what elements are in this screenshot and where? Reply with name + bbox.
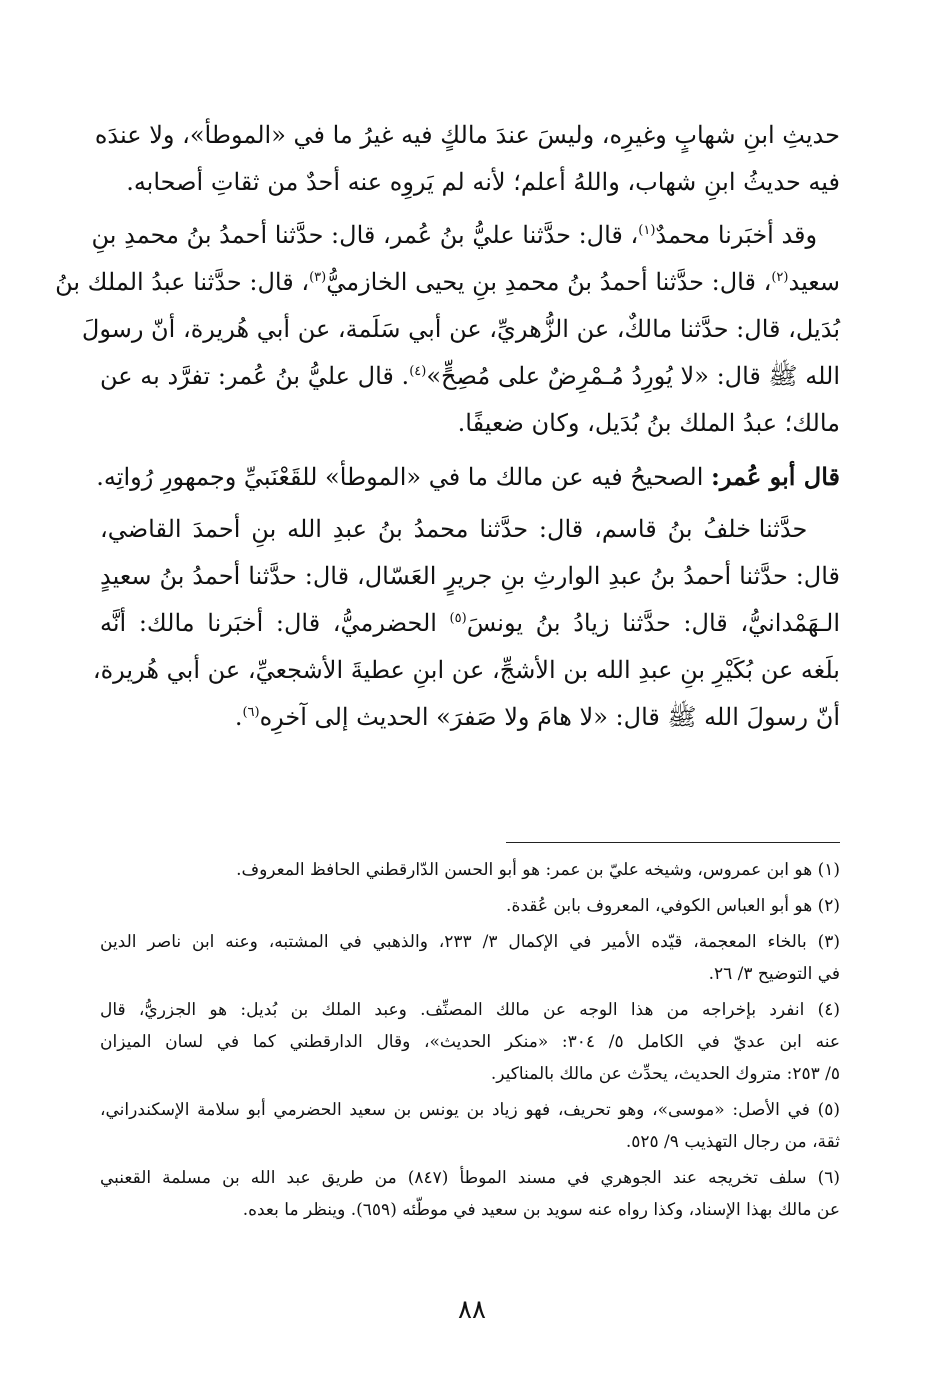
- text-line: قال: حدَّثنا أحمدُ بنُ عبدِ الوارثِ بنِ جريرٍ العَسّال، قال: حدَّثنا أحمدُ بنُ سعيدٍ: [100, 562, 840, 590]
- text-line: حديثِ ابنِ شهابٍ وغيرِه، وليسَ عندَ مالكٍ فيه غيرُ ما في «الموطأ»، ولا عندَه: [94, 121, 840, 149]
- text-line: مالك؛ عبدُ الملك بنُ بُدَيل، وكان ضعيفًا.: [457, 409, 840, 437]
- footnote-line: (٢) هو أبو العباس الكوفي، المعروف بابن عُقدة.: [506, 896, 840, 916]
- footnotes: [100, 854, 840, 1226]
- footnote-line: (١) هو ابن عمروس، وشيخه عليّ بن عمر: هو أبو الحسن الدّارقطني الحافظ المعروف.: [236, 860, 840, 880]
- text-line: بُدَيل، قال: حدَّثنا مالكٌ، عن الزُّهريِّ، عن أبي سَلَمة، عن أبي هُريرة، أنّ رسولَ: [81, 315, 840, 343]
- text-line: سعيد$^{(٢)}$، قال: حدَّثنا أحمدُ بنُ محمدِ بنِ يحيى الخازميُّ$^{(٣)}$، قال: حدَّثنا عبدُ الملك بنُ: [55, 268, 840, 296]
- footnote-line: (٣) بالخاء المعجمة، قيّده الأمير في الإكمال ٣/ ٢٣٣، والذهبي في المشتبه، وعنه ابن ناصر الدين: [100, 932, 840, 952]
- footnote-line: ٥/ ٢٥٣: متروك الحديث، يحدِّث عن مالك بالمناكير.: [490, 1064, 840, 1084]
- footnote-ref: (٣): [309, 270, 327, 285]
- main-text: [55, 112, 841, 741]
- text-line: حدَّثنا خلفُ بنُ قاسم، قال: حدَّثنا محمدُ بنُ عبدِ الله بنِ أحمدَ القاضي،: [100, 515, 808, 543]
- footnote-line: في التوضيح ٣/ ٢٦.: [708, 964, 840, 984]
- footnote-ref: (٥): [449, 611, 467, 626]
- footnote-ref: (٢): [771, 270, 789, 285]
- footnote-line: (٦) سلف تخريجه عند الجوهري في مسند الموطأ (٨٤٧) من طريق عبد الله بن مسلمة القعنبي: [100, 1168, 840, 1188]
- footnote-line: عنه ابن عديّ في الكامل ٥/ ٣٠٤: «منكر الحديث»، وقال الدارقطني كما في لسان الميزان: [100, 1032, 840, 1052]
- text-line: الـهَمْدانيُّ، قال: حدَّثنا زيادُ بنُ يونسَ$^{(٥)}$ الحضرميُّ، قال: أخبَرنا مالك: أنَّه: [100, 609, 840, 637]
- footnote-ref: (٤): [409, 364, 427, 379]
- page-number: ٨٨: [458, 1295, 486, 1325]
- text-line: وقد أخبَرنا محمدٌ$^{(١)}$، قال: حدَّثنا عليُّ بنُ عُمر، قال: حدَّثنا أحمدُ بنُ محمدِ بنِ: [91, 221, 818, 249]
- footnote-separator: [506, 842, 840, 843]
- footnote-ref: (١): [638, 223, 656, 238]
- speaker-label: قال أبو عُمر:: [711, 462, 840, 491]
- text-line: قال أبو عُمر: الصحيحُ فيه عن مالك ما في «الموطأ» للقَعْنَبيِّ وجمهورِ رُواتِه.: [96, 462, 840, 491]
- text-line: فيه حديثُ ابنِ شهاب، واللهُ أعلم؛ لأنه لم يَروِه عنه أحدٌ من ثقاتِ أصحابه.: [126, 168, 840, 196]
- footnote-ref: (٦): [242, 705, 260, 720]
- text-line: أنّ رسولَ الله ﷺ قال: «لا هامَ ولا صَفرَ» الحديث إلى آخرِه$^{(٦)}$.: [234, 703, 840, 731]
- text-line: الله ﷺ قال: «لا يُورِدُ مُـمْرِضٌ على مُصِحٍّ»$^{(٤)}$. قال عليُّ بنُ عُمر: تفرَّد به عن: [100, 362, 841, 390]
- footnote-line: (٤) انفرد بإخراجه من هذا الوجه عن مالك المصنِّف. وعبد الملك بن بُديل: هو الجزريُّ، قال: [100, 1000, 840, 1020]
- footnote-line: عن مالك بهذا الإسناد، وكذا رواه عنه سويد بن سعيد في موطّئه (٦٥٩). وينظر ما بعده.: [242, 1200, 840, 1220]
- footnote-line: ثقة، من رجال التهذيب ٩/ ٥٢٥.: [625, 1132, 840, 1152]
- footnote-line: (٥) في الأصل: «موسى»، وهو تحريف، فهو زياد بن يونس بن سعيد الحضرمي أبو سلامة الإسكندراني،: [100, 1100, 840, 1120]
- text-line: بلَغه عن بُكَيْرِ بنِ عبدِ الله بن الأشجِّ، عن ابنِ عطيةَ الأشجعيِّ، عن أبي هُريرة،: [92, 656, 840, 684]
